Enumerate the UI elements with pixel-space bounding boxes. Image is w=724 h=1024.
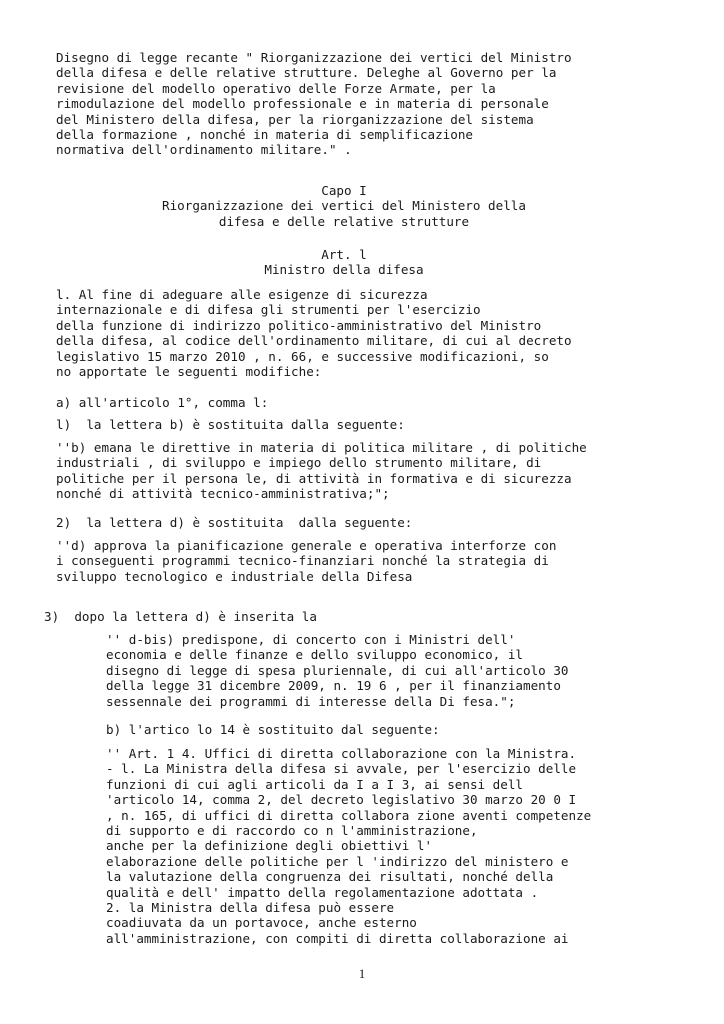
quoted-letter-b	[56, 440, 632, 502]
amendment-item-a: a) all'articolo 1°, comma l:	[56, 395, 269, 410]
bill-title	[56, 50, 632, 158]
quoted-line: disegno di legge di spesa pluriennale, di cui all'articolo 30	[106, 662, 569, 678]
bill-title-line: rimodulazione del modello professionale e in materia di personale	[56, 96, 549, 112]
quoted-line: ''b) emana le direttive in materia di politica militare , di politiche	[56, 440, 587, 455]
quoted-line: la valutazione della congruenza dei risultati, nonché della	[106, 869, 554, 885]
article-14-text	[106, 746, 636, 946]
amendment-item-b: b) l'artico lo 14 è sostituito dal seguente:	[106, 722, 440, 737]
article-heading	[56, 247, 632, 278]
quoted-letter-d	[56, 538, 632, 584]
chapter-title-line: difesa e delle relative strutture	[218, 213, 470, 229]
quoted-line: 2. la Ministra della difesa può essere	[106, 900, 395, 916]
quoted-line: sviluppo tecnologico e industriale della Difesa	[56, 568, 413, 584]
bill-title-line: del Ministero della difesa, per la riorganizzazione del sistema	[56, 111, 534, 127]
bill-title-line: della difesa e delle relative strutture. Deleghe al Governo per la	[56, 65, 557, 81]
paragraph-line: l. Al fine di adeguare alle esigenze di sicurezza	[56, 287, 428, 302]
quoted-line: ''d) approva la pianificazione generale e operativa interforze con	[56, 538, 557, 553]
amendment-item-3: 3) dopo la lettera d) è inserita la	[44, 609, 317, 624]
quoted-line: anche per la definizione degli obiettivi l'	[106, 838, 433, 854]
quoted-line: , n. 165, di uffici di diretta collabora zione aventi competenze	[106, 807, 592, 823]
paragraph-line: della funzione di indirizzo politico-amministrativo del Ministro	[56, 317, 542, 333]
chapter-heading	[56, 183, 632, 229]
amendment-item-2: 2) la lettera d) è sostituita dalla seguente:	[56, 515, 413, 530]
quoted-line: economia e delle finanze e dello sviluppo economico, il	[106, 647, 524, 663]
quoted-line: - l. La Ministra della difesa si avvale, per l'esercizio delle	[106, 761, 577, 777]
paragraph-1	[56, 287, 632, 379]
quoted-line: coadiuvata da un portavoce, anche esterno	[106, 915, 417, 931]
article-title: Ministro della difesa	[264, 262, 424, 278]
bill-title-line: della formazione , nonché in materia di semplificazione	[56, 127, 474, 143]
paragraph-line: della difesa, al codice dell'ordinamento militare, di cui al decreto	[56, 333, 572, 349]
quoted-line: di supporto e di raccordo co n l'amministrazione,	[106, 823, 478, 839]
bill-title-line: normativa dell'ordinamento militare." .	[56, 142, 352, 158]
quoted-line: '' d-bis) predispone, di concerto con i Ministri dell'	[106, 632, 516, 647]
quoted-line: funzioni di cui agli articoli da I a I 3, ai sensi dell	[106, 776, 524, 792]
quoted-letter-d-bis	[106, 632, 636, 709]
quoted-line: nonché di attività tecnico-amministrativa;";	[56, 486, 390, 502]
chapter-number: Capo I	[321, 183, 367, 198]
quoted-line: qualità e dell' impatto della regolamentazione adottata .	[106, 884, 539, 900]
paragraph-line: no apportate le seguenti modifiche:	[56, 364, 322, 380]
article-number: Art. l	[321, 247, 367, 262]
quoted-line: politiche per il persona le, di attività in formativa e di sicurezza	[56, 470, 572, 486]
bill-title-line: Disegno di legge recante " Riorganizzazione dei vertici del Ministro	[56, 50, 572, 65]
quoted-line: 'articolo 14, comma 2, del decreto legislativo 30 marzo 20 0 I	[106, 792, 577, 808]
quoted-line: sessennale dei programmi di interesse della Di fesa.";	[106, 693, 516, 709]
quoted-line: industriali , di sviluppo e impiego dello strumento militare, di	[56, 455, 542, 471]
chapter-title-line: Riorganizzazione dei vertici del Ministero della	[162, 198, 526, 214]
quoted-line: della legge 31 dicembre 2009, n. 19 6 , per il finanziamento	[106, 678, 561, 694]
quoted-line: '' Art. 1 4. Uffici di diretta collaborazione con la Ministra.	[106, 746, 577, 761]
quoted-line: i conseguenti programmi tecnico-finanziari nonché la strategia di	[56, 553, 549, 569]
paragraph-line: legislativo 15 marzo 2010 , n. 66, e successive modificazioni, so	[56, 348, 549, 364]
amendment-item-1: l) la lettera b) è sostituita dalla seguente:	[56, 417, 405, 432]
quoted-line: elaborazione delle politiche per l 'indirizzo del ministero e	[106, 853, 569, 869]
paragraph-line: internazionale e di difesa gli strumenti per l'esercizio	[56, 302, 481, 318]
bill-title-line: revisione del modello operativo delle Forze Armate, per la	[56, 80, 496, 96]
page-number: 1	[358, 966, 366, 981]
quoted-line: all'amministrazione, con compiti di diretta collaborazione ai	[106, 930, 569, 946]
